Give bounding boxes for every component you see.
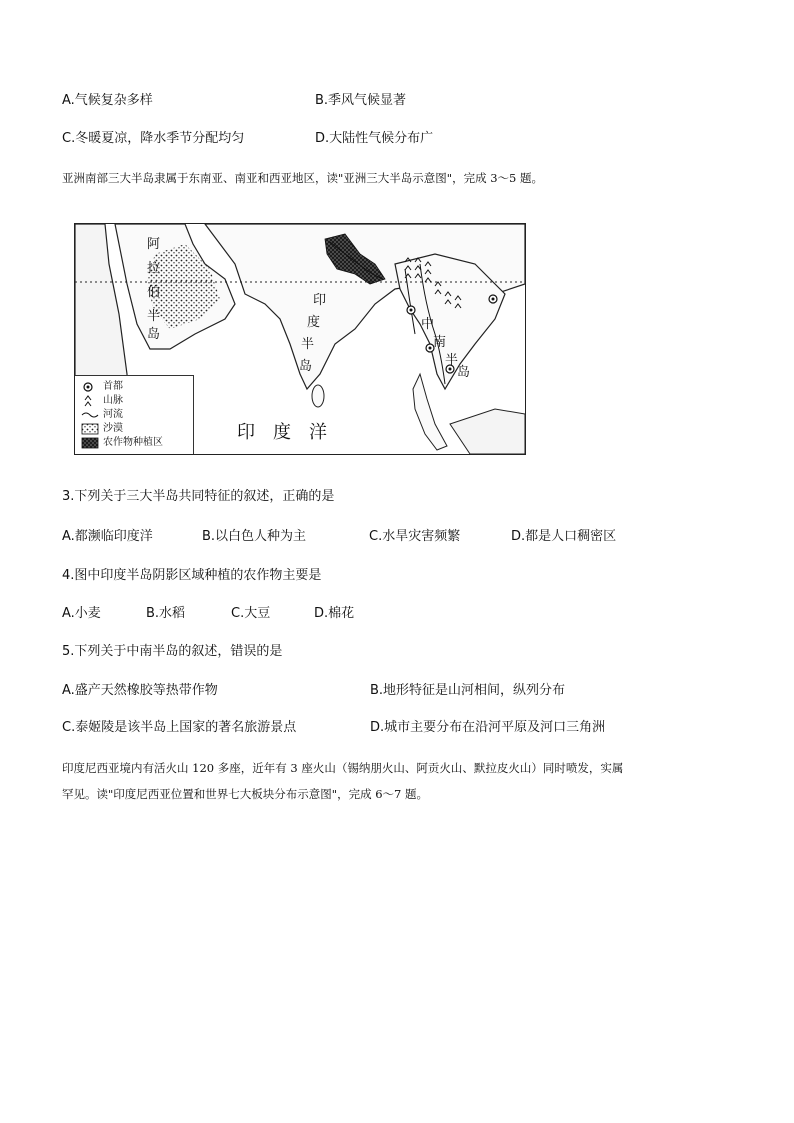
arabia-label-5: 岛: [147, 327, 161, 342]
option-b: B.季风气候显著: [315, 93, 407, 108]
indochina-label-1: 中: [421, 317, 435, 332]
india-label-4: 岛: [299, 359, 313, 374]
q4-option-d: D.棉花: [314, 606, 355, 621]
arabia-label-1: 阿: [147, 237, 161, 252]
desert-legend-icon: [81, 423, 99, 435]
indochina-label-2: 南: [433, 335, 447, 350]
q5-option-a: A.盛产天然橡胶等热带作物: [62, 683, 218, 698]
arabia-label-2: 拉: [147, 261, 161, 276]
option-c: C.冬暖夏凉，降水季节分配均匀: [62, 131, 245, 146]
legend-desert: 沙漠: [103, 423, 123, 434]
india-label-3: 半: [301, 337, 315, 352]
malay-peninsula: [413, 374, 447, 450]
intro-paragraph-2-line-2: 罕见。读"印度尼西亚位置和世界七大板块分布示意图"，完成 6～7 题。: [62, 787, 429, 801]
crop-legend-icon: [81, 437, 99, 449]
india-label-1: 印: [313, 293, 327, 308]
question-4-stem: 4.图中印度半岛阴影区域种植的农作物主要是: [62, 568, 322, 583]
q3-option-c: C.水旱灾害频繁: [369, 529, 461, 544]
indochina-label-3: 半: [445, 353, 459, 368]
legend-river: 河流: [103, 409, 123, 420]
arabia-label-3: 伯: [147, 285, 161, 300]
archipelago-landmass: [450, 409, 525, 454]
map-legend: [75, 375, 194, 454]
legend-mountain: 山脉: [103, 395, 123, 406]
asia-peninsulas-map: [74, 223, 526, 455]
option-a: A.气候复杂多样: [62, 93, 153, 108]
legend-capital: 首都: [103, 381, 123, 392]
intro-paragraph: 亚洲南部三大半岛隶属于东南亚、南亚和西亚地区，读"亚洲三大半岛示意图"，完成 3～5 题。: [62, 171, 544, 185]
intro-paragraph-2-line-1: 印度尼西亚境内有活火山 120 多座，近年有 3 座火山（锡纳朋火山、阿贡火山、默拉皮火山）同时喷发，实属: [62, 761, 624, 775]
q3-option-a: A.都濒临印度洋: [62, 529, 153, 544]
q4-option-b: B.水稻: [146, 606, 186, 621]
india-label-2: 度: [307, 315, 321, 330]
sri-lanka: [312, 385, 324, 407]
river-legend-icon: [81, 409, 99, 421]
indochina-label-4: 岛: [457, 365, 471, 380]
q4-option-c: C.大豆: [231, 606, 271, 621]
mountain-legend-icon: [81, 395, 99, 407]
q3-option-d: D.都是人口稠密区: [511, 529, 617, 544]
q5-option-b: B.地形特征是山河相间，纵列分布: [370, 683, 566, 698]
capital-legend-icon: [81, 381, 99, 393]
legend-crop: 农作物种植区: [103, 437, 163, 448]
q3-option-b: B.以白色人种为主: [202, 529, 307, 544]
q5-option-c: C.泰姬陵是该半岛上国家的著名旅游景点: [62, 720, 297, 735]
q5-option-d: D.城市主要分布在沿河平原及河口三角洲: [370, 720, 606, 735]
question-3-stem: 3.下列关于三大半岛共同特征的叙述，正确的是: [62, 489, 335, 504]
arabia-label-4: 半: [147, 309, 161, 324]
q4-option-a: A.小麦: [62, 606, 101, 621]
question-5-stem: 5.下列关于中南半岛的叙述，错误的是: [62, 644, 283, 659]
ocean-label: 印 度 洋: [237, 422, 327, 443]
option-d: D.大陆性气候分布广: [315, 131, 434, 146]
